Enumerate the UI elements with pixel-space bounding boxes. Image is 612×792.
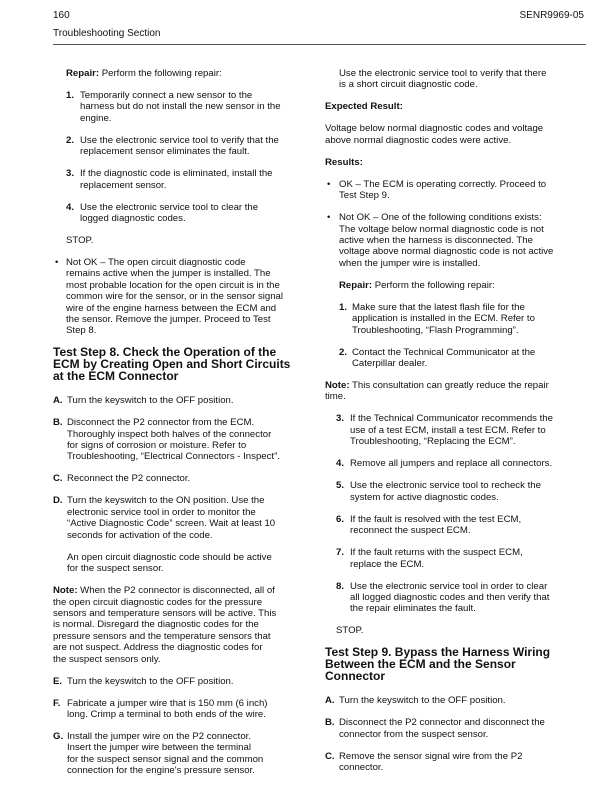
paragraph-label: Note:	[53, 585, 78, 597]
labeled-paragraph	[53, 585, 305, 665]
paragraph-text: Use the electronic service tool to verify that there is a short circuit diagnostic code.	[339, 68, 547, 91]
paragraph	[325, 625, 587, 636]
paragraph-text: Perform the following repair:	[372, 279, 495, 291]
list-marker: 2.	[339, 346, 348, 358]
labeled-paragraph	[325, 280, 587, 291]
list-item	[325, 458, 587, 469]
list-marker: 7.	[336, 547, 345, 559]
list-marker: E.	[53, 675, 63, 687]
list-item	[325, 581, 587, 615]
document-id: SENR9969-05	[519, 10, 584, 21]
list-item	[53, 676, 305, 687]
item-text: Turn the keyswitch to the ON position. Use the electronic service tool in order to monitor the “Active Diagnostic Code” screen. Wait at least 10 seconds for activation of the code.	[67, 495, 276, 541]
item-text: Install the jumper wire on the P2 connector. Insert the jumper wire between the terminal for the suspect sensor signal and the common connection for the engine's pressure sensor.	[67, 730, 264, 777]
item-text: Remove the sensor signal wire from the P2 connector.	[339, 750, 523, 773]
labeled-paragraph	[53, 68, 305, 79]
item-text: Contact the Technical Communicator at the Caterpillar dealer.	[352, 346, 536, 370]
item-text: Use the electronic service tool to recheck the system for active diagnostic codes.	[350, 480, 541, 503]
paragraph-text: STOP.	[66, 235, 94, 247]
list-item	[325, 717, 587, 740]
bullet-item	[325, 212, 587, 269]
list-marker: 3.	[336, 413, 345, 425]
labeled-paragraph	[325, 157, 587, 168]
list-marker: C.	[325, 750, 335, 762]
list-marker: 2.	[66, 134, 75, 146]
list-marker: G.	[53, 730, 64, 742]
list-marker: 8.	[336, 580, 345, 592]
paragraph-text: Perform the following repair:	[99, 68, 222, 79]
paragraph-text: An open circuit diagnostic code should be active for the suspect sensor.	[67, 551, 272, 575]
list-item	[53, 495, 305, 541]
paragraph-text: When the P2 connector is disconnected, all of the open circuit diagnostic codes for the pressure sensors and temperature sensors will be active. This is normal. Disregard the diagnostic codes for the pressure sensors and the temperature sensors that are not suspect. Address the diagnostic codes for the suspect sensors only.	[53, 585, 277, 665]
item-text: If the diagnostic code is eliminated, install the replacement sensor.	[80, 168, 273, 191]
list-marker: A.	[325, 695, 335, 707]
paragraph-label: Repair:	[339, 279, 373, 291]
paragraph	[53, 552, 305, 575]
list-marker: A.	[53, 395, 63, 407]
paragraph-label: Expected Result:	[325, 101, 403, 113]
bullet-item	[53, 257, 305, 337]
list-item	[325, 695, 587, 706]
list-item	[325, 480, 587, 503]
item-text: Temporarily connect a new sensor to the harness but do not install the new sensor in the engine.	[80, 90, 281, 124]
list-item	[53, 168, 305, 191]
bullet-marker: •	[327, 178, 331, 190]
section-heading: Test Step 9. Bypass the Harness Wiring Between the ECM and the Sensor Connector	[325, 645, 551, 683]
list-item	[325, 514, 587, 537]
labeled-paragraph	[325, 101, 587, 112]
list-marker: 1.	[339, 301, 348, 313]
list-marker: 5.	[336, 480, 345, 492]
item-text: OK – The ECM is operating correctly. Proceed to Test Step 9.	[339, 178, 547, 202]
paragraph	[325, 123, 587, 146]
section-title: Troubleshooting Section	[53, 28, 161, 39]
header-rule	[53, 44, 586, 45]
paragraph-label: Note:	[325, 380, 350, 392]
list-item	[325, 547, 587, 570]
list-item	[53, 202, 305, 225]
list-marker: 4.	[336, 458, 345, 470]
list-item	[53, 731, 305, 777]
item-text: Reconnect the P2 connector.	[67, 473, 191, 485]
list-marker: 4.	[66, 201, 75, 213]
item-text: Use the electronic service tool to clear the logged diagnostic codes.	[80, 201, 259, 225]
list-marker: 6.	[336, 513, 345, 525]
paragraph	[53, 235, 305, 246]
item-text: Turn the keyswitch to the OFF position.	[339, 695, 506, 707]
item-text: If the Technical Communicator recommends the use of a test ECM, install a test ECM. Refer to Troubleshooting, “Replacing the ECM”.	[350, 413, 553, 448]
item-text: Not OK – The open circuit diagnostic code remains active when the jumper is installed. The most probable location for the open circuit is in the common wire for the sensor, or in the sensor signal wire of the engine harness between the ECM and the sensor. Remove the jumper. Proceed to Test Step 8.	[66, 257, 284, 337]
item-text: Use the electronic service tool to verify that the replacement sensor eliminates the fault.	[80, 134, 279, 158]
list-item	[53, 473, 305, 484]
list-item	[325, 413, 587, 447]
list-marker: F.	[53, 697, 61, 709]
item-text: Turn the keyswitch to the OFF position.	[67, 675, 234, 687]
left-column	[53, 68, 305, 787]
item-text: Turn the keyswitch to the OFF position.	[67, 395, 234, 407]
paragraph	[325, 68, 587, 91]
list-marker: B.	[53, 417, 63, 429]
list-item	[53, 90, 305, 124]
list-marker: 1.	[66, 90, 75, 101]
bullet-marker: •	[327, 212, 331, 224]
labeled-paragraph	[325, 380, 587, 403]
page-number: 160	[53, 10, 70, 21]
paragraph-text: STOP.	[336, 625, 364, 637]
list-item	[53, 417, 305, 463]
list-item	[53, 698, 305, 721]
paragraph-text: This consultation can greatly reduce the repair time.	[325, 380, 549, 403]
item-text: Remove all jumpers and replace all connectors.	[350, 458, 553, 470]
list-marker: C.	[53, 473, 63, 485]
list-item	[53, 135, 305, 158]
list-marker: B.	[325, 717, 335, 729]
item-text: If the fault is resolved with the test ECM, reconnect the suspect ECM.	[350, 513, 522, 537]
paragraph-label: Results:	[325, 156, 363, 168]
paragraph-label: Repair:	[66, 68, 100, 79]
item-text: If the fault returns with the suspect ECM, replace the ECM.	[350, 547, 523, 570]
list-item	[325, 751, 587, 774]
item-text: Fabricate a jumper wire that is 150 mm (6 inch) long. Crimp a terminal to both ends of the wire.	[67, 697, 268, 720]
list-item	[53, 395, 305, 406]
section-heading: Test Step 8. Check the Operation of the ECM by Creating Open and Short Circuits at the ECM Connector	[53, 345, 291, 383]
item-text: Make sure that the latest flash file for the application is installed in the ECM. Refer to Troubleshooting, “Flash Programming”.	[352, 301, 535, 336]
paragraph-text: Voltage below normal diagnostic codes and voltage above normal diagnostic codes were active.	[325, 123, 544, 146]
list-item	[325, 302, 587, 336]
item-text: Disconnect the P2 connector and disconnect the connector from the suspect sensor.	[339, 717, 545, 740]
item-text: Not OK – One of the following conditions exists: The voltage below normal diagnostic code is not active when the harness is disconnected. The voltage above normal diagnostic code is not active when the jumper wire is installed.	[339, 212, 554, 269]
list-marker: 3.	[66, 168, 75, 180]
item-text: Use the electronic service tool in order to clear all logged diagnostic codes and then verify that the repair eliminates the fault.	[350, 580, 550, 615]
right-column	[325, 68, 587, 784]
list-marker: D.	[53, 495, 63, 507]
bullet-item	[325, 179, 587, 202]
bullet-marker: •	[55, 257, 59, 269]
list-item	[325, 347, 587, 370]
item-text: Disconnect the P2 connector from the ECM. Thoroughly inspect both halves of the connector for signs of corrosion or moisture. Refer to Troubleshooting, “Electrical Connectors - Inspect”.	[67, 417, 280, 463]
